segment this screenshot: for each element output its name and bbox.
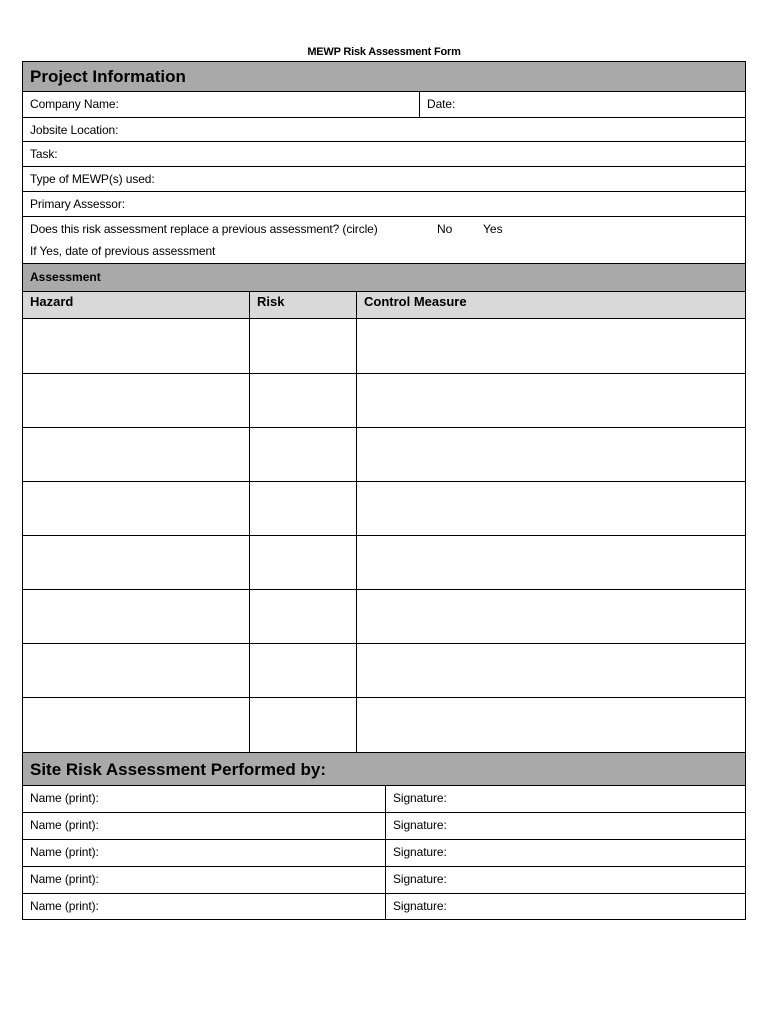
control-measure-cell[interactable] (356, 536, 745, 589)
risk-column-header (249, 292, 356, 318)
risk-cell[interactable] (249, 644, 356, 697)
primary-assessor-label: Primary Assessor: (30, 197, 125, 211)
hazard-cell[interactable] (23, 590, 249, 643)
risk-cell[interactable] (249, 590, 356, 643)
mewp-type-label: Type of MEWP(s) used: (30, 172, 155, 186)
signatory-row (23, 786, 745, 813)
project-information-header (23, 62, 745, 92)
name-print-field[interactable] (23, 786, 385, 812)
control-measure-cell[interactable] (356, 374, 745, 427)
option-no[interactable]: No (437, 222, 453, 236)
task-label: Task: (30, 147, 58, 161)
replace-question-label: Does this risk assessment replace a previous assessment? (circle) (30, 222, 378, 236)
performed-by-header (23, 753, 745, 786)
assessment-row (23, 590, 745, 644)
assessment-row (23, 644, 745, 698)
signature-label: Signature: (393, 791, 447, 805)
hazard-cell[interactable] (23, 698, 249, 752)
primary-assessor-field[interactable] (23, 192, 745, 217)
task-field[interactable] (23, 142, 745, 167)
risk-cell[interactable] (249, 698, 356, 752)
signature-field[interactable] (385, 894, 745, 919)
signatory-row (23, 813, 745, 840)
name-print-field[interactable] (23, 867, 385, 893)
assessment-row (23, 536, 745, 590)
name-print-label: Name (print): (30, 899, 99, 913)
signature-field[interactable] (385, 813, 745, 839)
name-print-field[interactable] (23, 894, 385, 919)
risk-cell[interactable] (249, 482, 356, 535)
assessment-row (23, 319, 745, 374)
signatory-row (23, 894, 745, 919)
risk-assessment-form (22, 61, 746, 920)
control-measure-cell[interactable] (356, 428, 745, 481)
company-date-row (23, 92, 745, 118)
signature-field[interactable] (385, 840, 745, 866)
date-label: Date: (427, 97, 456, 111)
jobsite-location-field[interactable] (23, 118, 745, 142)
name-print-label: Name (print): (30, 845, 99, 859)
control-measure-cell[interactable] (356, 698, 745, 752)
risk-cell[interactable] (249, 428, 356, 481)
signature-label: Signature: (393, 872, 447, 886)
name-print-label: Name (print): (30, 791, 99, 805)
signature-label: Signature: (393, 899, 447, 913)
option-yes[interactable]: Yes (483, 222, 503, 236)
control-measure-column-label: Control Measure (364, 294, 467, 309)
form-title: MEWP Risk Assessment Form (307, 46, 461, 58)
signatory-row (23, 867, 745, 894)
company-name-field[interactable] (23, 92, 419, 117)
assessment-row (23, 428, 745, 482)
assessment-header (23, 264, 745, 292)
assessment-column-headers (23, 292, 745, 319)
name-print-field[interactable] (23, 840, 385, 866)
risk-column-label: Risk (257, 294, 285, 309)
hazard-cell[interactable] (23, 482, 249, 535)
control-measure-cell[interactable] (356, 482, 745, 535)
jobsite-location-label: Jobsite Location: (30, 123, 119, 137)
hazard-cell[interactable] (23, 644, 249, 697)
control-measure-cell[interactable] (356, 590, 745, 643)
replace-question-row (23, 217, 745, 264)
hazard-cell[interactable] (23, 319, 249, 373)
risk-cell[interactable] (249, 319, 356, 373)
hazard-cell[interactable] (23, 428, 249, 481)
hazard-column-header (23, 292, 249, 318)
assessment-row (23, 698, 745, 753)
hazard-column-label: Hazard (30, 294, 74, 309)
signature-field[interactable] (385, 786, 745, 812)
name-print-label: Name (print): (30, 872, 99, 886)
hazard-cell[interactable] (23, 536, 249, 589)
risk-cell[interactable] (249, 536, 356, 589)
name-print-field[interactable] (23, 813, 385, 839)
hazard-cell[interactable] (23, 374, 249, 427)
project-information-heading: Project Information (30, 67, 186, 86)
assessment-row (23, 374, 745, 428)
assessment-heading: Assessment (30, 270, 101, 284)
date-field[interactable] (419, 92, 745, 117)
assessment-row (23, 482, 745, 536)
control-measure-cell[interactable] (356, 319, 745, 373)
signature-field[interactable] (385, 867, 745, 893)
signatory-row (23, 840, 745, 867)
company-name-label: Company Name: (30, 97, 119, 111)
control-measure-cell[interactable] (356, 644, 745, 697)
performed-by-heading: Site Risk Assessment Performed by: (30, 760, 327, 779)
signature-label: Signature: (393, 818, 447, 832)
mewp-type-field[interactable] (23, 167, 745, 192)
previous-date-label: If Yes, date of previous assessment (30, 244, 216, 258)
control-measure-column-header (356, 292, 745, 318)
signature-label: Signature: (393, 845, 447, 859)
risk-cell[interactable] (249, 374, 356, 427)
name-print-label: Name (print): (30, 818, 99, 832)
